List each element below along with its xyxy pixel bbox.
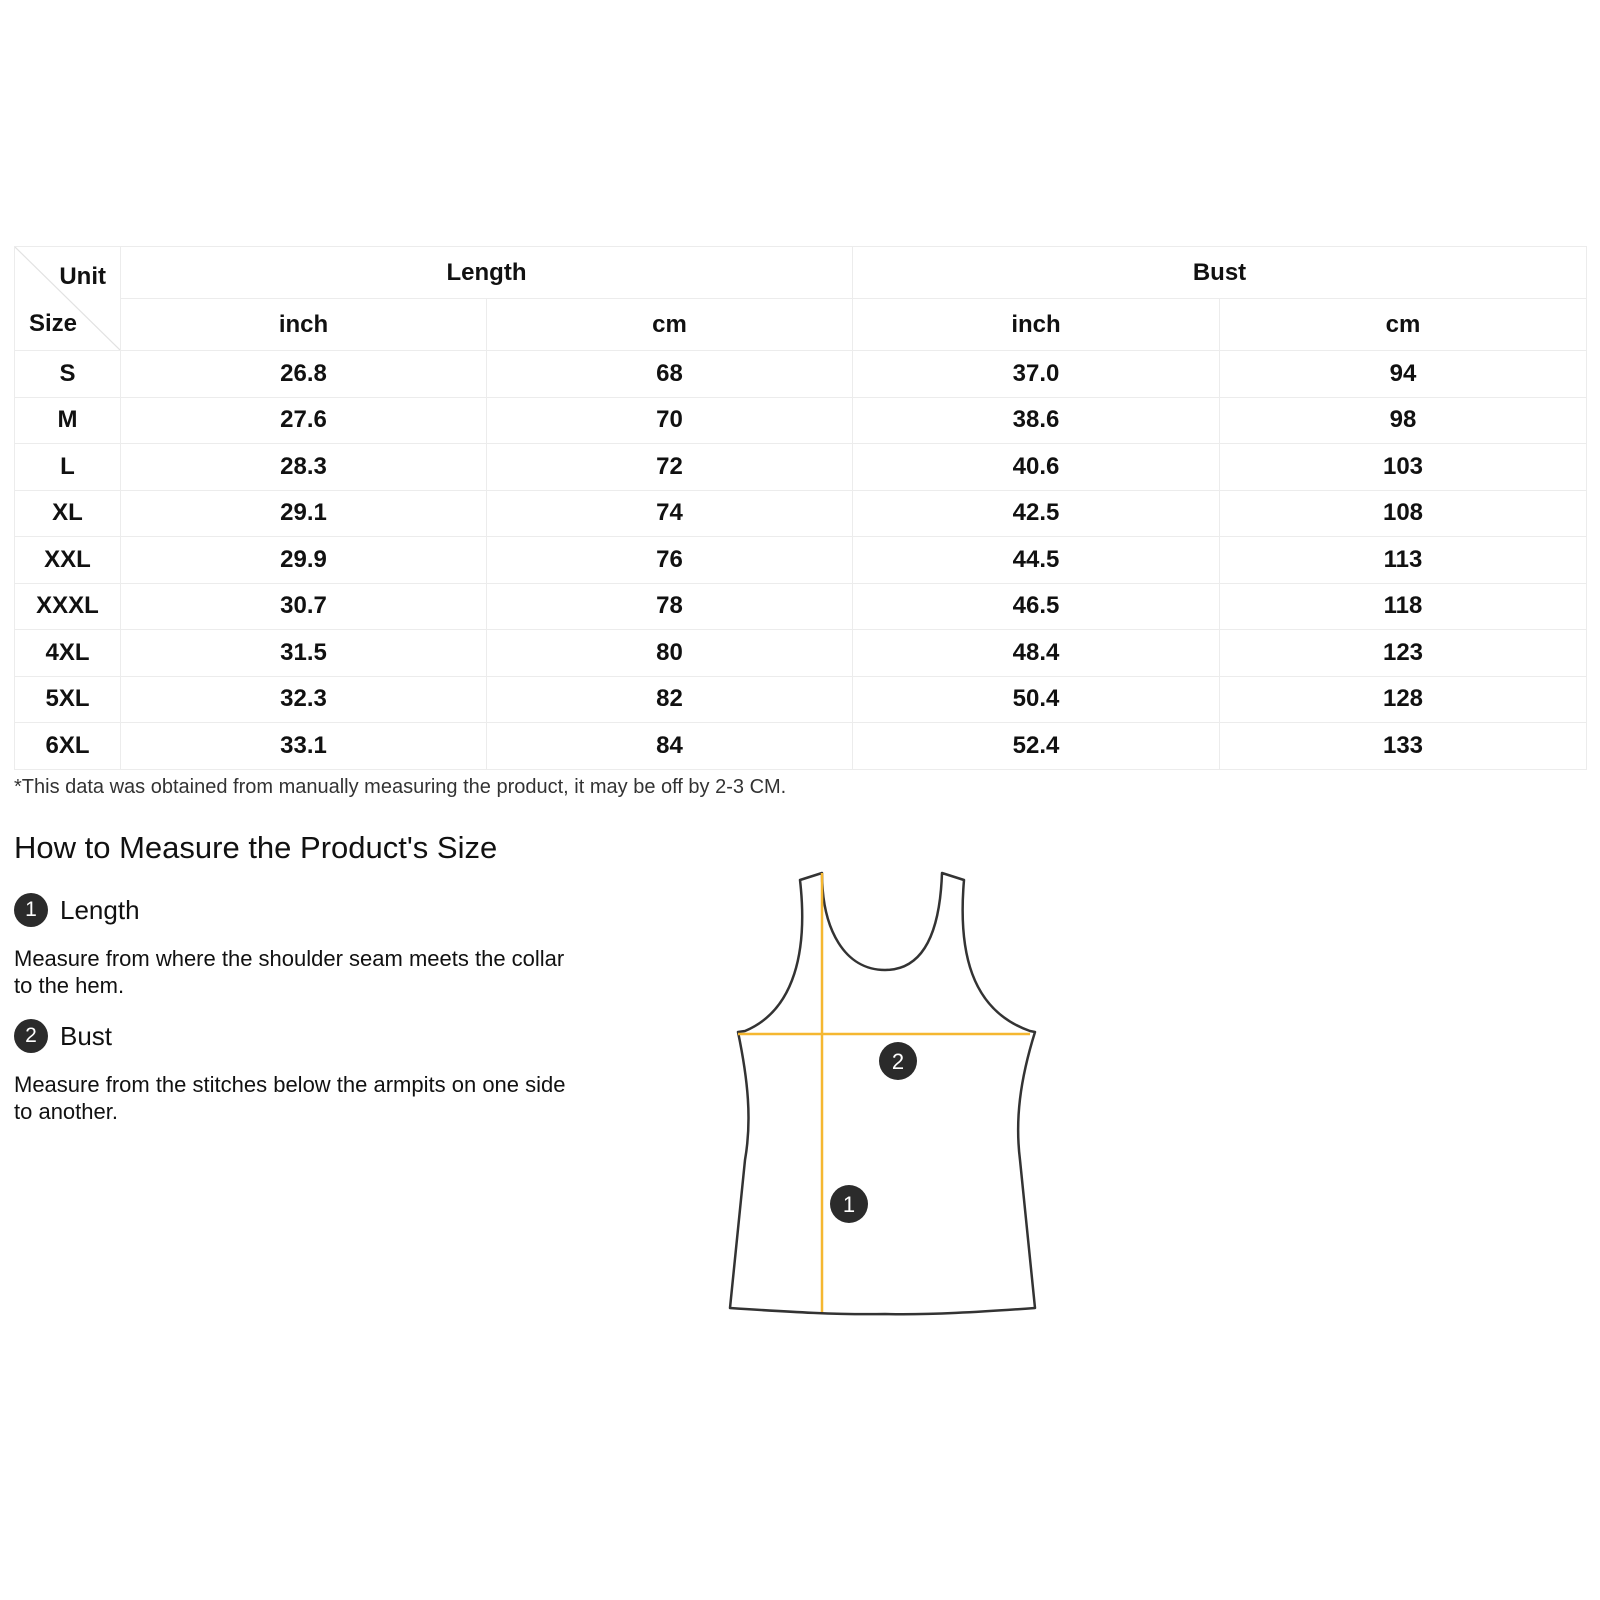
- tank-top-measurement-diagram: [700, 850, 1060, 1320]
- unit-header-length-inch: inch: [121, 299, 487, 351]
- step-length-description: Measure from where the shoulder seam meets the collar to the hem.: [14, 946, 565, 998]
- tank-top-outline: [730, 873, 1035, 1314]
- bust-inch-cell: 40.6: [853, 444, 1220, 491]
- step-label: Length: [60, 894, 140, 925]
- bust-inch-cell: 46.5: [853, 583, 1220, 630]
- bust-marker-number: 2: [891, 1049, 905, 1074]
- bust-cm-cell: 94: [1220, 351, 1587, 398]
- length-cm-cell: 74: [487, 490, 853, 537]
- table-row: [15, 583, 1587, 630]
- length-inch-cell: 27.6: [121, 397, 487, 444]
- length-inch-cell: 29.1: [121, 490, 487, 537]
- bust-inch-cell: 52.4: [853, 723, 1220, 770]
- bust-inch-cell: 38.6: [853, 397, 1220, 444]
- bust-inch-cell: 50.4: [853, 676, 1220, 723]
- group-header-bust: Bust: [853, 247, 1587, 299]
- bust-cm-cell: 103: [1220, 444, 1587, 491]
- length-cm-cell: 82: [487, 676, 853, 723]
- measurement-disclaimer: *This data was obtained from manually measuring the product, it may be off by 2-3 CM.: [14, 776, 787, 798]
- length-cm-cell: 78: [487, 583, 853, 630]
- bust-marker: [879, 1042, 917, 1080]
- unit-header-length-cm: cm: [487, 299, 853, 351]
- table-row: [15, 490, 1587, 537]
- corner-unit-label: Unit: [59, 263, 106, 290]
- bust-inch-cell: 37.0: [853, 351, 1220, 398]
- size-cell: 5XL: [15, 676, 121, 723]
- unit-header-bust-inch: inch: [853, 299, 1220, 351]
- length-inch-cell: 30.7: [121, 583, 487, 630]
- step-label: Bust: [60, 1020, 113, 1051]
- length-cm-cell: 80: [487, 630, 853, 677]
- table-row: [15, 676, 1587, 723]
- length-marker: [830, 1185, 868, 1223]
- how-to-measure-title: How to Measure the Product's Size: [14, 830, 498, 865]
- step-bust-description: Measure from the stitches below the armpits on one side to another.: [14, 1072, 566, 1124]
- bust-cm-cell: 98: [1220, 397, 1587, 444]
- length-cm-cell: 76: [487, 537, 853, 584]
- size-chart-table: [14, 246, 1587, 770]
- bust-inch-cell: 48.4: [853, 630, 1220, 677]
- length-marker-number: 1: [842, 1192, 856, 1217]
- size-cell: XL: [15, 490, 121, 537]
- size-cell: XXXL: [15, 583, 121, 630]
- size-cell: 4XL: [15, 630, 121, 677]
- bust-cm-cell: 123: [1220, 630, 1587, 677]
- length-inch-cell: 31.5: [121, 630, 487, 677]
- length-cm-cell: 84: [487, 723, 853, 770]
- table-row: [15, 723, 1587, 770]
- length-inch-cell: 28.3: [121, 444, 487, 491]
- step-number-badge: 1: [14, 893, 48, 927]
- length-inch-cell: 32.3: [121, 676, 487, 723]
- length-cm-cell: 68: [487, 351, 853, 398]
- table-row: [15, 444, 1587, 491]
- length-cm-cell: 72: [487, 444, 853, 491]
- table-row: [15, 397, 1587, 444]
- table-row: [15, 351, 1587, 398]
- table-row: [15, 537, 1587, 584]
- size-cell: XXL: [15, 537, 121, 584]
- bust-cm-cell: 128: [1220, 676, 1587, 723]
- size-cell: M: [15, 397, 121, 444]
- size-cell: S: [15, 351, 121, 398]
- length-inch-cell: 26.8: [121, 351, 487, 398]
- step-length-heading: [14, 893, 140, 927]
- step-number-badge: 2: [14, 1019, 48, 1053]
- size-cell: L: [15, 444, 121, 491]
- length-inch-cell: 33.1: [121, 723, 487, 770]
- length-cm-cell: 70: [487, 397, 853, 444]
- bust-inch-cell: 42.5: [853, 490, 1220, 537]
- group-header-length: Length: [121, 247, 853, 299]
- table-row: [15, 630, 1587, 677]
- size-cell: 6XL: [15, 723, 121, 770]
- bust-cm-cell: 113: [1220, 537, 1587, 584]
- bust-cm-cell: 118: [1220, 583, 1587, 630]
- bust-cm-cell: 133: [1220, 723, 1587, 770]
- bust-cm-cell: 108: [1220, 490, 1587, 537]
- bust-inch-cell: 44.5: [853, 537, 1220, 584]
- corner-size-label: Size: [29, 310, 78, 337]
- length-inch-cell: 29.9: [121, 537, 487, 584]
- unit-header-bust-cm: cm: [1220, 299, 1587, 351]
- step-bust-heading: [14, 1019, 112, 1053]
- table-corner-header: [15, 247, 121, 351]
